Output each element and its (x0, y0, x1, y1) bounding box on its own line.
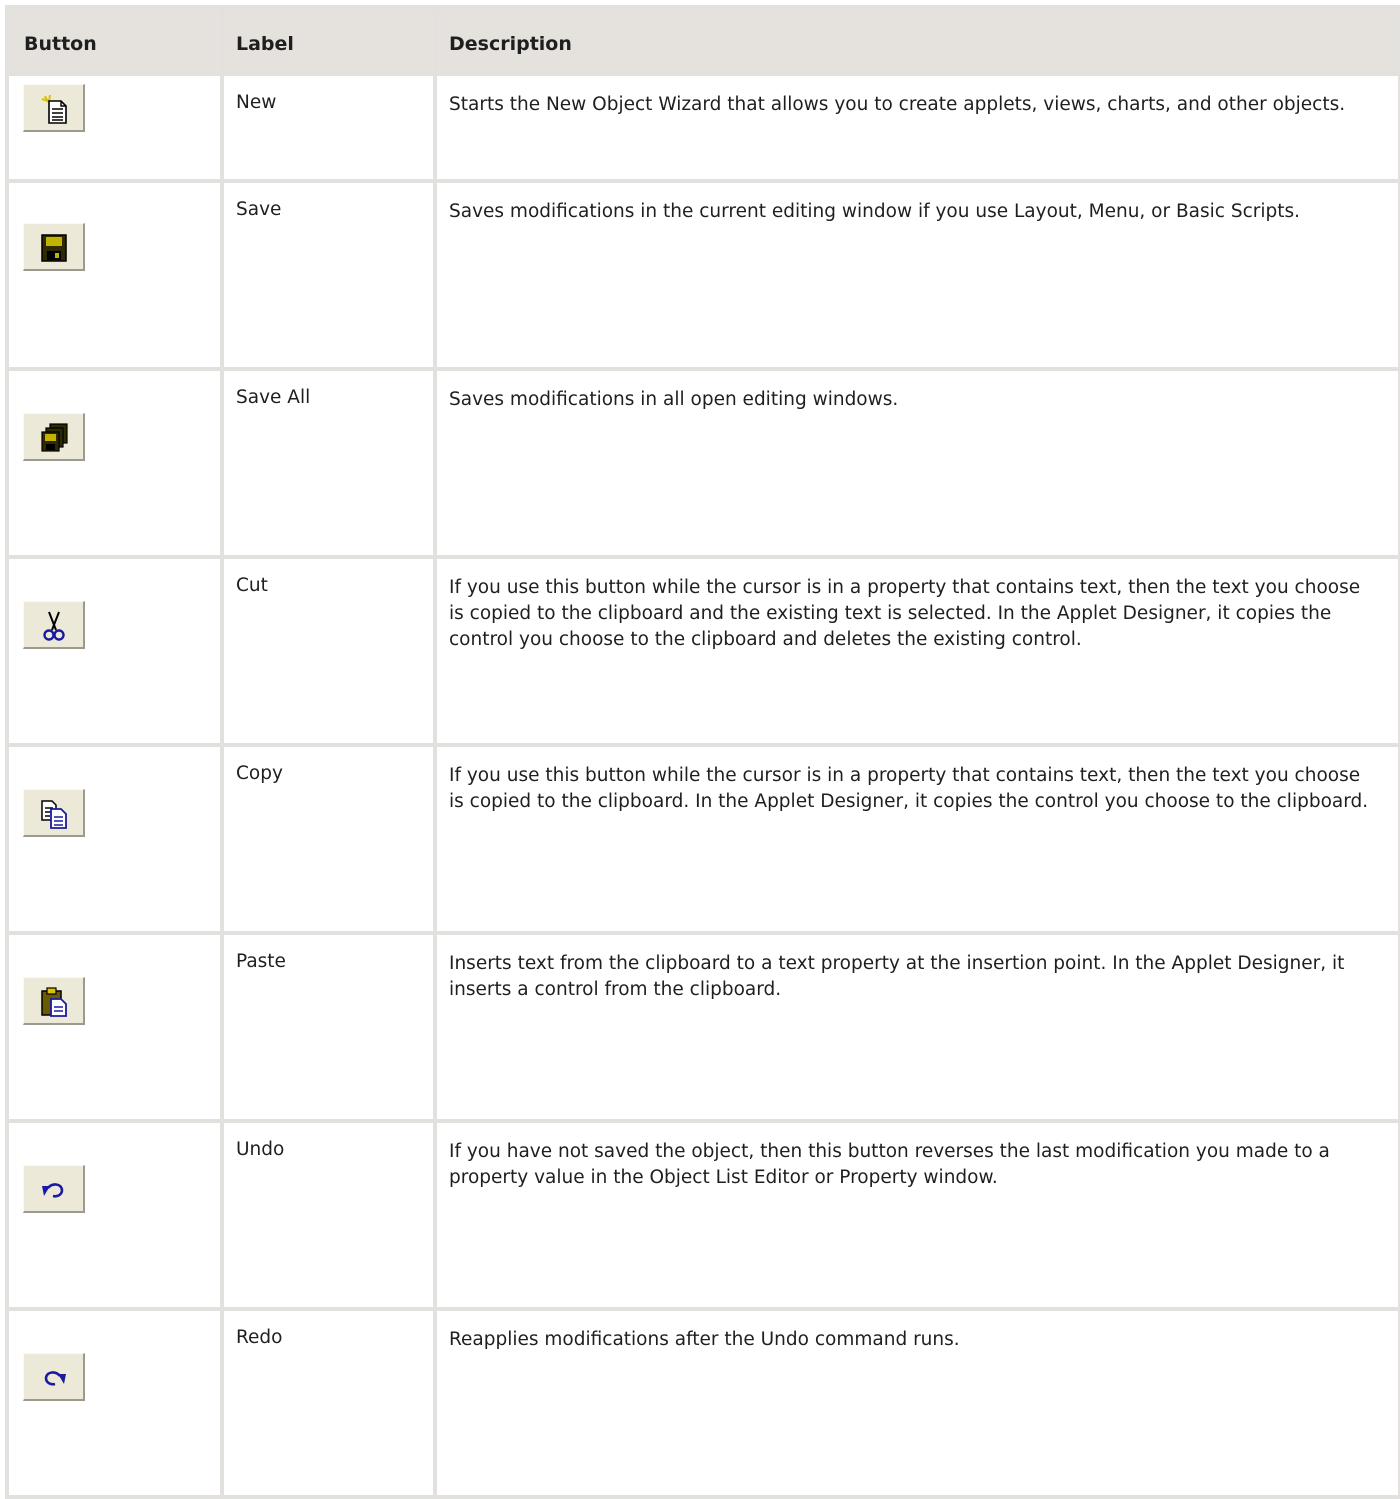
copy-button[interactable] (23, 789, 85, 837)
redo-icon (39, 1362, 69, 1394)
save-button[interactable] (23, 223, 85, 271)
table-row (7, 181, 1400, 369)
table-row (7, 557, 1400, 745)
table-row (7, 1309, 1400, 1497)
table-row (7, 369, 1400, 557)
button-cell (7, 181, 222, 369)
label-cell: New (222, 74, 435, 181)
undo-button[interactable] (23, 1165, 85, 1213)
description-cell (435, 745, 1400, 933)
header-label: Label (222, 7, 435, 74)
label-cell: Save All (222, 369, 435, 557)
button-cell (7, 933, 222, 1121)
copy-icon (39, 798, 69, 830)
toolbar-buttons-table (5, 5, 1400, 1499)
description-cell (435, 74, 1400, 181)
label-cell: Paste (222, 933, 435, 1121)
paste-button[interactable] (23, 977, 85, 1025)
button-cell (7, 369, 222, 557)
description-line: is copied to the clipboard and the existing text is selected. In the Applet Designer, it copies the (449, 603, 1332, 624)
scissors-icon (39, 610, 69, 642)
paste-icon (39, 986, 69, 1018)
cut-button[interactable] (23, 601, 85, 649)
floppy-disk-icon (39, 232, 69, 264)
label-cell: Redo (222, 1309, 435, 1497)
description-cell (435, 1309, 1400, 1497)
description-line: If you use this button while the cursor is in a property that contains text, then the text you choose (449, 765, 1361, 786)
header-description: Description (435, 7, 1400, 74)
table-row (7, 933, 1400, 1121)
label-cell: Cut (222, 557, 435, 745)
description-line: property value in the Object List Editor or Property window. (449, 1167, 998, 1188)
redo-button[interactable] (23, 1353, 85, 1401)
description-line: Starts the New Object Wizard that allows you to create applets, views, charts, and other objects. (449, 94, 1346, 115)
button-cell (7, 74, 222, 181)
label-cell: Undo (222, 1121, 435, 1309)
table-row (7, 745, 1400, 933)
new-button[interactable] (23, 84, 85, 132)
table-row (7, 1121, 1400, 1309)
label-cell: Save (222, 181, 435, 369)
save-all-icon (39, 422, 69, 454)
label-cell: Copy (222, 745, 435, 933)
new-object-icon (39, 93, 69, 125)
description-line: If you use this button while the cursor is in a property that contains text, then the text you choose (449, 577, 1361, 598)
button-cell (7, 1309, 222, 1497)
table-row (7, 74, 1400, 181)
description-cell (435, 369, 1400, 557)
button-cell (7, 1121, 222, 1309)
header-button: Button (7, 7, 222, 74)
description-line: control you choose to the clipboard and deletes the existing control. (449, 629, 1082, 650)
description-line: is copied to the clipboard. In the Applet Designer, it copies the control you choose to the clipboard. (449, 791, 1369, 812)
table-header-row (7, 7, 1400, 74)
description-cell (435, 557, 1400, 745)
undo-icon (39, 1174, 69, 1206)
description-cell (435, 933, 1400, 1121)
description-line: Saves modifications in all open editing windows. (449, 389, 899, 410)
button-cell (7, 745, 222, 933)
save-all-button[interactable] (23, 413, 85, 461)
description-line: Reapplies modifications after the Undo command runs. (449, 1329, 960, 1350)
button-cell (7, 557, 222, 745)
description-line: Saves modifications in the current editing window if you use Layout, Menu, or Basic Scripts. (449, 201, 1301, 222)
description-line: If you have not saved the object, then this button reverses the last modification you made to a (449, 1141, 1330, 1162)
description-cell (435, 1121, 1400, 1309)
description-cell (435, 181, 1400, 369)
description-line: Inserts text from the clipboard to a text property at the insertion point. In the Applet Designer, it (449, 953, 1345, 974)
description-line: inserts a control from the clipboard. (449, 979, 782, 1000)
